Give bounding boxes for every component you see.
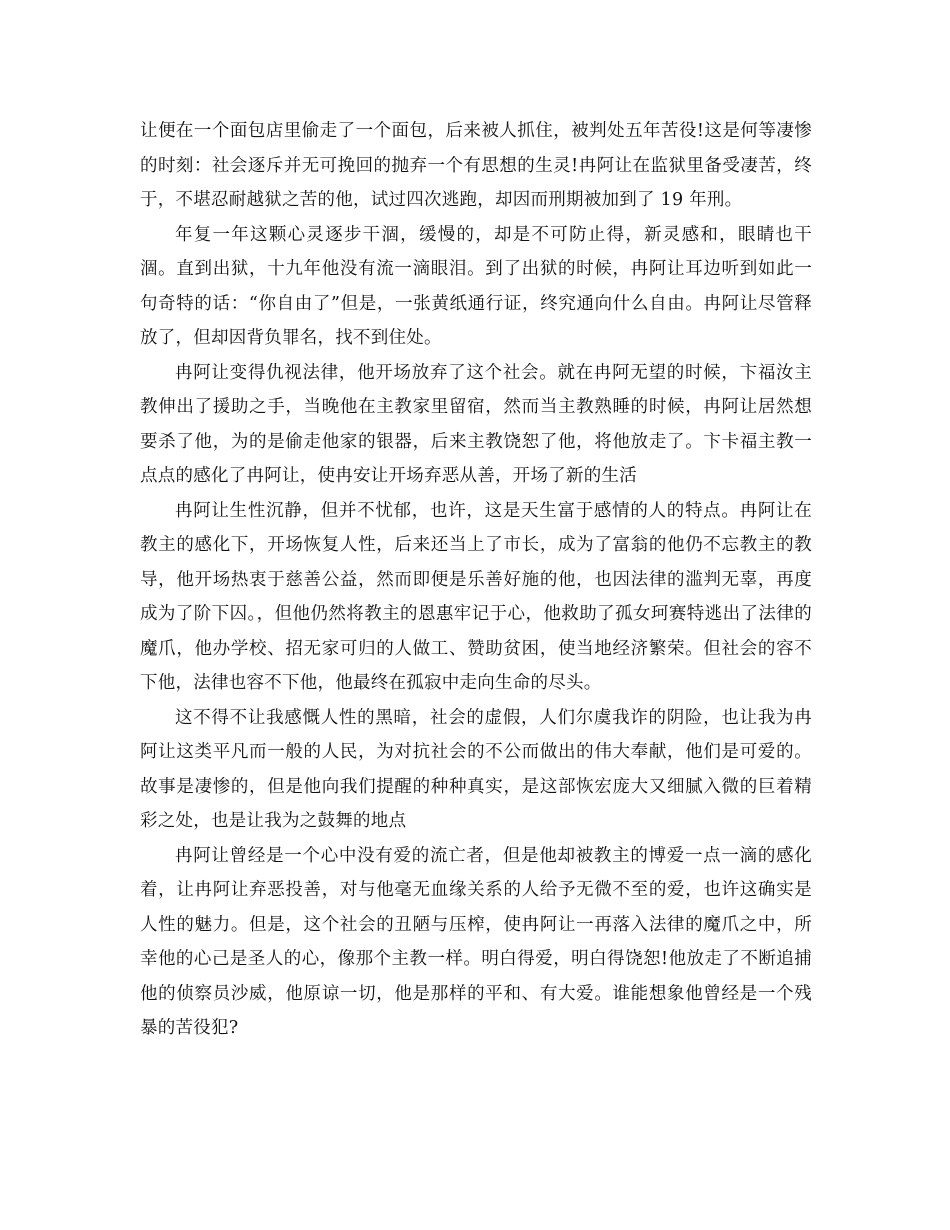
document-body xyxy=(140,114,812,1046)
paragraph-4: 冉阿让生性沉静，但并不忧郁，也许，这是天生富于感情的人的特点。冉阿让在教主的感化下，开场恢复人性，后来还当上了市长，成为了富翁的他仍不忘教主的教导，他开场热衷于慈善公益，然而即便是乐善好施的他，也因法律的滥判无辜，再度成为了阶下囚。，但他仍然将教主的恩惠牢记于心，他救助了孤女珂赛特逃出了法律的魔爪，他办学校、招无家可归的人做工、赞助贫困，使当地经济繁荣。但社会的容不下他，法律也容不下他，他最终在孤寂中走向生命的尽头。 xyxy=(140,500,812,693)
paragraph-1: 让便在一个面包店里偷走了一个面包，后来被人抓住，被判处五年苦役!这是何等凄惨的时刻：社会逐斥并无可挽回的抛弃一个有思想的生灵!冉阿让在监狱里备受凄苦，终于，不堪忍耐越狱之苦的他，试过四次逃跑，却因而刑期被加到了 19 年刑。 xyxy=(140,121,812,210)
paragraph-3: 冉阿让变得仇视法律，他开场放弃了这个社会。就在冉阿无望的时候，卞福汝主教伸出了援助之手，当晚他在主教家里留宿，然而当主教熟睡的时候，冉阿让居然想要杀了他，为的是偷走他家的银器，后来主教饶恕了他，将他放走了。卞卡福主教一点点的感化了冉阿让，使冉安让开场弃恶从善，开场了新的生活 xyxy=(140,362,812,486)
paragraph-2: 年复一年这颗心灵逐步干涸，缓慢的，却是不可防止得，新灵感和，眼睛也干涸。直到出狱，十九年他没有流一滴眼泪。到了出狱的时候，冉阿让耳边听到如此一句奇特的话：“你自由了”但是，一张黄纸通行证，终究通向什么自由。冉阿让尽管释放了，但却因背负罪名，找不到住处。 xyxy=(140,224,812,348)
paragraph-5: 这不得不让我感慨人性的黑暗，社会的虚假，人们尔虞我诈的阴险，也让我为冉阿让这类平凡而一般的人民，为对抗社会的不公而做出的伟大奉献，他们是可爱的。故事是凄惨的，但是他向我们提醒的种种真实，是这部恢宏庞大又细腻入微的巨着精彩之处，也是让我为之鼓舞的地点 xyxy=(140,707,812,831)
paragraph-6: 冉阿让曾经是一个心中没有爱的流亡者，但是他却被教主的博爱一点一滴的感化着，让冉阿让弃恶投善，对与他毫无血缘关系的人给予无微不至的爱，也许这确实是人性的魅力。但是，这个社会的丑陋与压榨，使冉阿让一再落入法律的魔爪之中，所幸他的心己是圣人的心，像那个主教一样。明白得爱，明白得饶恕!他放走了不断追捕他的侦察员沙威，他原谅一切，他是那样的平和、有大爱。谁能想象他曾经是一个残暴的苦役犯? xyxy=(140,845,812,1038)
